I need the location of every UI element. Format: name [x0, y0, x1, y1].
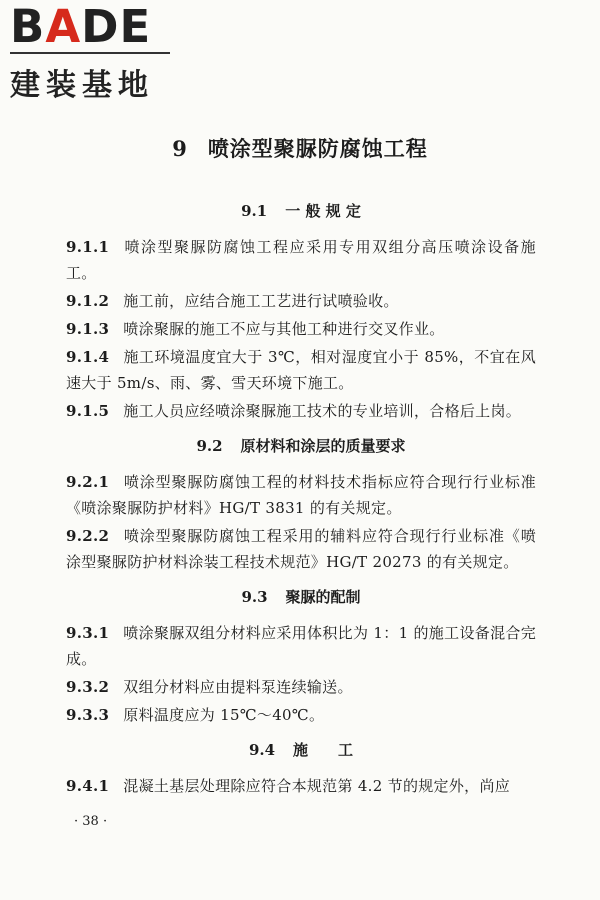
- clause-9-2-1: 9.2.1 喷涂型聚脲防腐蚀工程的材料技术指标应符合现行行业标准《喷涂聚脲防护材料》HG/T 3831 的有关规定。: [66, 473, 536, 517]
- page-number: · 38 ·: [74, 814, 108, 829]
- section-heading-9-2: 9.2 原材料和涂层的质量要求: [196, 437, 406, 455]
- logo-subtitle: 建装基地: [10, 68, 154, 103]
- logo-wordmark: BADE: [10, 0, 152, 53]
- chapter-title-text: 喷涂型聚脲防腐蚀工程: [207, 136, 428, 161]
- clause-9-3-1: 9.3.1 喷涂聚脲双组分材料应采用体积比为 1：1 的施工设备混合完成。: [66, 624, 536, 668]
- clause-9-1-4: 9.1.4 施工环境温度宜大于 3℃，相对湿度宜小于 85%，不宜在风速大于 5m/s、雨、雾、雪天环境下施工。: [66, 348, 536, 392]
- chapter-title: [0, 133, 600, 163]
- section-heading-9-4: 9.4 施 工: [248, 741, 354, 759]
- logo-accent-letter: A: [45, 0, 82, 53]
- page-content: [66, 198, 536, 801]
- section-heading-9-1: 9.1 一 般 规 定: [241, 202, 361, 220]
- clause-9-1-1: 9.1.1 喷涂型聚脲防腐蚀工程应采用专用双组分高压喷涂设备施工。: [66, 238, 536, 282]
- clause-9-1-5: 9.1.5 施工人员应经喷涂聚脲施工技术的专业培训，合格后上岗。: [66, 402, 522, 420]
- clause-9-3-3: 9.3.3 原料温度应为 15℃～40℃。: [66, 706, 325, 724]
- clause-9-4-1: 9.4.1 混凝土基层处理除应符合本规范第 4.2 节的规定外，尚应: [66, 777, 511, 795]
- chapter-number: 9: [172, 136, 188, 161]
- clause-9-1-3: 9.1.3 喷涂聚脲的施工不应与其他工种进行交叉作业。: [66, 320, 445, 338]
- section-heading-9-3: 9.3 聚脲的配制: [241, 588, 361, 606]
- clause-9-3-2: 9.3.2 双组分材料应由提料泵连续输送。: [66, 678, 353, 696]
- clause-9-2-2: 9.2.2 喷涂型聚脲防腐蚀工程采用的辅料应符合现行行业标准《喷涂型聚脲防护材料涂装工程技术规范》HG/T 20273 的有关规定。: [66, 527, 536, 571]
- bade-logo: [10, 0, 182, 104]
- clause-9-1-2: 9.1.2 施工前，应结合施工工艺进行试喷验收。: [66, 292, 399, 310]
